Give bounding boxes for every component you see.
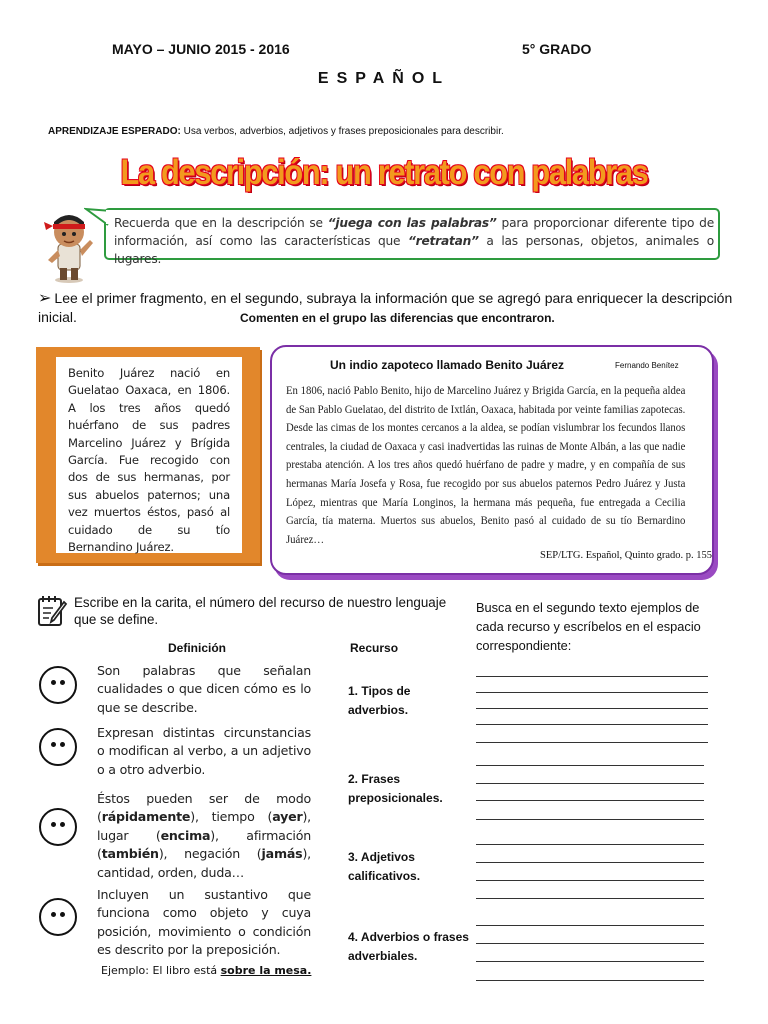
face-eye <box>60 680 65 685</box>
answer-face-4[interactable] <box>39 898 77 936</box>
learning-objective <box>48 126 504 137</box>
callout-tail <box>84 207 114 229</box>
resource-3: 3. Adjetivos calificativos. <box>348 850 421 883</box>
instruction-2: Escribe en la carita, el número del recurso de nuestro lenguaje que se define. <box>74 595 447 627</box>
answer-line[interactable] <box>476 765 704 766</box>
reminder-part-3: a las personas, objetos, animales o lugares. <box>114 234 714 266</box>
instruction-3: Busca en el segundo texto ejemplos de cada recurso y escríbelos en el espacio correspondiente: <box>476 600 701 653</box>
answer-line[interactable] <box>476 844 704 845</box>
def3-example-modo: rápidamente <box>101 809 191 825</box>
answer-line[interactable] <box>476 692 708 693</box>
column-header-resource: Recurso <box>350 641 399 655</box>
example-value: sobre la mesa. <box>220 964 312 977</box>
answer-line[interactable] <box>476 800 704 801</box>
reminder-emphasis-2: “retratan” <box>408 234 479 248</box>
def3-part: ), lugar ( <box>97 809 311 843</box>
fragment-2-text: En 1806, nació Pablo Benito, hijo de Marcelino Juárez y Brigida García, en la pequeña aldea de San Pablo Guelatao, del distrito de Ixtlán, Oaxaca, habitada por veinte familias zapotecas. Desde las cimas de los montes cercanos a la aldea, se podían vislumbrar los fecundos llanos centrales, la ciudad de Oaxaca y casi inadvertidas las ruinas de Monte Albán, a las que nadie prestaba atención. A los tres años quedó huérfano de padre y madre, y en compañía de sus hermanas María Josefa y Rosa, fue recogido por sus abuelos paternos Pedro Juárez y Justa López, mientras que María Longinos, la hermana más pequeña, fue entregada a Cecilia García, tía materna. Muertos sus abuelos, Benito pasó al cuidado de su tío Bernardino Juárez… <box>286 385 686 546</box>
resource-2: 2. Frases preposicionales. <box>348 772 443 805</box>
definition-4-example <box>101 964 311 977</box>
answer-face-3[interactable] <box>39 808 77 846</box>
face-eye <box>60 912 65 917</box>
page-title: La descripción: un retrato con palabras <box>120 153 648 192</box>
def3-part: Éstos pueden ser de modo ( <box>97 791 311 825</box>
definition-3 <box>97 790 311 882</box>
answer-line[interactable] <box>476 724 708 725</box>
write-note-icon <box>36 594 70 628</box>
reminder-emphasis-1: “juega con las palabras” <box>327 216 497 230</box>
def3-part: ), cantidad, orden, duda… <box>97 846 311 880</box>
resource-1: 1. Tipos de adverbios. <box>348 684 411 717</box>
answer-line[interactable] <box>476 819 704 820</box>
reminder-part-2: para proporcionar diferente tipo de información, así como las características que <box>114 216 715 248</box>
resource-4: 4. Adverbios o frases adverbiales. <box>348 930 469 963</box>
definition-2: Expresan distintas circunstancias o modifican al verbo, a un adjetivo o a otro adverbio. <box>97 725 311 777</box>
fragment-2-author: Fernando Benítez <box>615 361 679 370</box>
fragment-1-text: Benito Juárez nació en Guelatao Oaxaca, en 1806. A los tres años quedó huérfano de sus padres Marcelino Juárez y Brígida García. Fue recogido con dos de sus hermanas, por sus abuelos paternos; una vez muertos éstos, pasó al cuidado de su tío Bernandino Juárez. <box>68 366 230 555</box>
definition-1: Son palabras que señalan cualidades o que dicen cómo es lo que se describe. <box>97 663 311 715</box>
answer-line[interactable] <box>476 961 704 962</box>
instruction-1-sub: Comenten en el grupo las diferencias que encontraron. <box>240 311 555 325</box>
def3-example-lugar: encima <box>160 827 211 843</box>
answer-line[interactable] <box>476 742 708 743</box>
learning-objective-label: APRENDIZAJE ESPERADO: <box>48 126 181 137</box>
subject-title: ESPAÑOL <box>317 70 451 87</box>
answer-line[interactable] <box>476 898 704 899</box>
answer-line[interactable] <box>476 676 708 677</box>
fragment-2-source: SEP/LTG. Español, Quinto grado. p. 155 <box>540 550 712 561</box>
reminder-text <box>114 214 714 268</box>
answer-face-2[interactable] <box>39 728 77 766</box>
face-eye <box>60 822 65 827</box>
answer-line[interactable] <box>476 980 704 981</box>
instruction-1-text: Lee el primer fragmento, en el segundo, subraya la información que se agregó para enriquecer la descripción inicial. <box>38 290 733 325</box>
face-eye <box>51 742 56 747</box>
def3-part: ), negación ( <box>158 846 262 862</box>
column-header-definition: Definición <box>168 641 227 655</box>
reminder-part-1: Recuerda que en la descripción se <box>114 216 328 230</box>
def3-part: ), afirmación ( <box>97 827 311 862</box>
face-eye <box>60 742 65 747</box>
answer-line[interactable] <box>476 925 704 926</box>
face-eye <box>51 822 56 827</box>
definition-4: Incluyen un sustantivo que funciona como objeto y cuya posición, movimiento o condición es descrito por la preposición. <box>97 887 311 958</box>
answer-line[interactable] <box>476 862 704 863</box>
learning-objective-text: Usa verbos, adverbios, adjetivos y frases preposicionales para describir. <box>180 126 504 137</box>
header-dates: MAYO – JUNIO 2015 - 2016 <box>112 41 290 57</box>
answer-face-1[interactable] <box>39 666 77 704</box>
answer-line[interactable] <box>476 708 708 709</box>
answer-line[interactable] <box>476 783 704 784</box>
header-grade: 5° GRADO <box>522 41 592 57</box>
face-eye <box>51 680 56 685</box>
def3-example-afirmacion: también <box>101 846 159 862</box>
def3-example-negacion: jamás <box>261 846 303 862</box>
arrow-bullet-icon: ➢ <box>38 290 52 307</box>
face-eye <box>51 912 56 917</box>
def3-part: ), tiempo ( <box>190 809 273 825</box>
answer-line[interactable] <box>476 880 704 881</box>
answer-line[interactable] <box>476 943 704 944</box>
fragment-2-title: Un indio zapoteco llamado Benito Juárez <box>330 358 565 372</box>
example-label: Ejemplo: El libro está <box>101 964 221 977</box>
def3-example-tiempo: ayer <box>272 809 303 825</box>
